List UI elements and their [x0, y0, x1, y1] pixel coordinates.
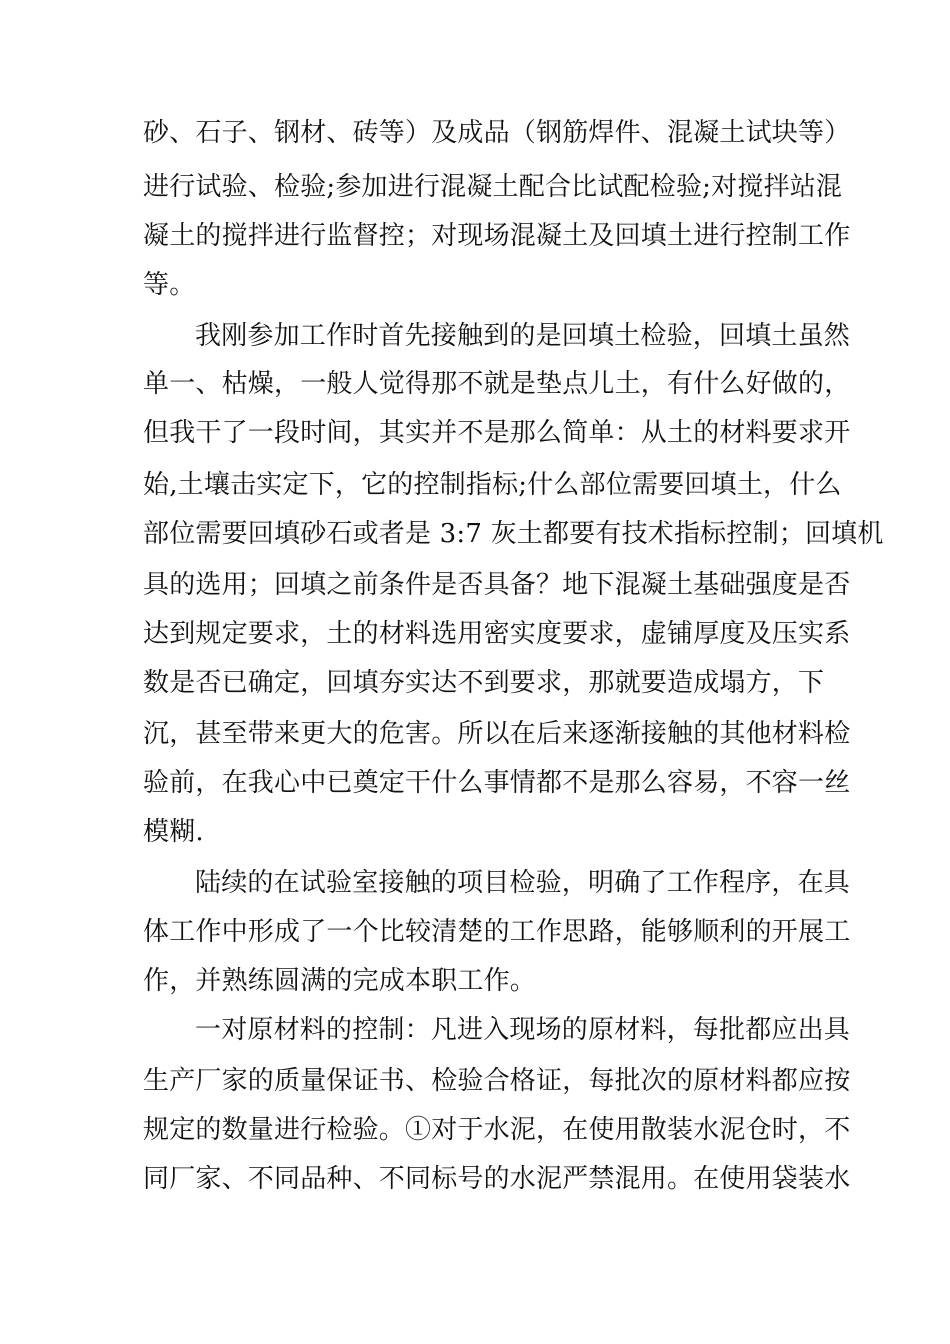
text-line: 沉，甚至带来更大的危害。所以在后来逐渐接触的其他材料检 [143, 719, 851, 749]
text-line: 作，并熟练圆满的完成本职工作。 [143, 966, 537, 996]
text-line: 数是否已确定，回填夯实达不到要求，那就要造成塌方，下 [143, 668, 825, 698]
text-line: 体工作中形成了一个比较清楚的工作思路，能够顺利的开展工 [143, 917, 851, 947]
text-line: 始,土壤击实定下，它的控制指标;什么部位需要回填土，什么 [143, 470, 842, 500]
text-line: 进行试验、检验;参加进行混凝土配合比试配检验;对搅拌站混 [143, 172, 843, 202]
text-line: 规定的数量进行检验。①对于水泥，在使用散装水泥仓时，不 [143, 1115, 851, 1145]
text-line: 陆续的在试验室接触的项目检验，明确了工作程序，在具 [195, 868, 851, 898]
text-line: 验前，在我心中已奠定干什么事情都不是那么容易，不容一丝 [143, 768, 851, 798]
text-line: 生产厂家的质量保证书、检验合格证，每批次的原材料都应按 [143, 1066, 851, 1096]
text-line: 具的选用；回填之前条件是否具备？地下混凝土基础强度是否 [143, 570, 851, 600]
text-line: 凝土的搅拌进行监督控；对现场混凝土及回填土进行控制工作 [143, 221, 851, 251]
text-line: 一对原材料的控制：凡进入现场的原材料，每批都应出具 [195, 1015, 851, 1045]
text-line: 单一、枯燥，一般人觉得那不就是垫点儿土，有什么好做的， [143, 369, 851, 399]
text-line: 但我干了一段时间，其实并不是那么简单：从土的材料要求开 [143, 418, 851, 448]
text-line: 等。 [143, 270, 196, 300]
text-line: 我刚参加工作时首先接触到的是回填土检验，回填土虽然 [195, 321, 851, 351]
text-line: 模糊. [143, 817, 204, 847]
text-line: 达到规定要求，土的材料选用密实度要求，虚铺厚度及压实系 [143, 619, 851, 649]
text-line: 砂、石子、钢材、砖等）及成品（钢筋焊件、混凝土试块等） [143, 118, 851, 148]
text-line: 部位需要回填砂石或者是 3:7 灰土都要有技术指标控制；回填机 [143, 519, 884, 549]
text-line: 同厂家、不同品种、不同标号的水泥严禁混用。在使用袋装水 [143, 1164, 851, 1194]
